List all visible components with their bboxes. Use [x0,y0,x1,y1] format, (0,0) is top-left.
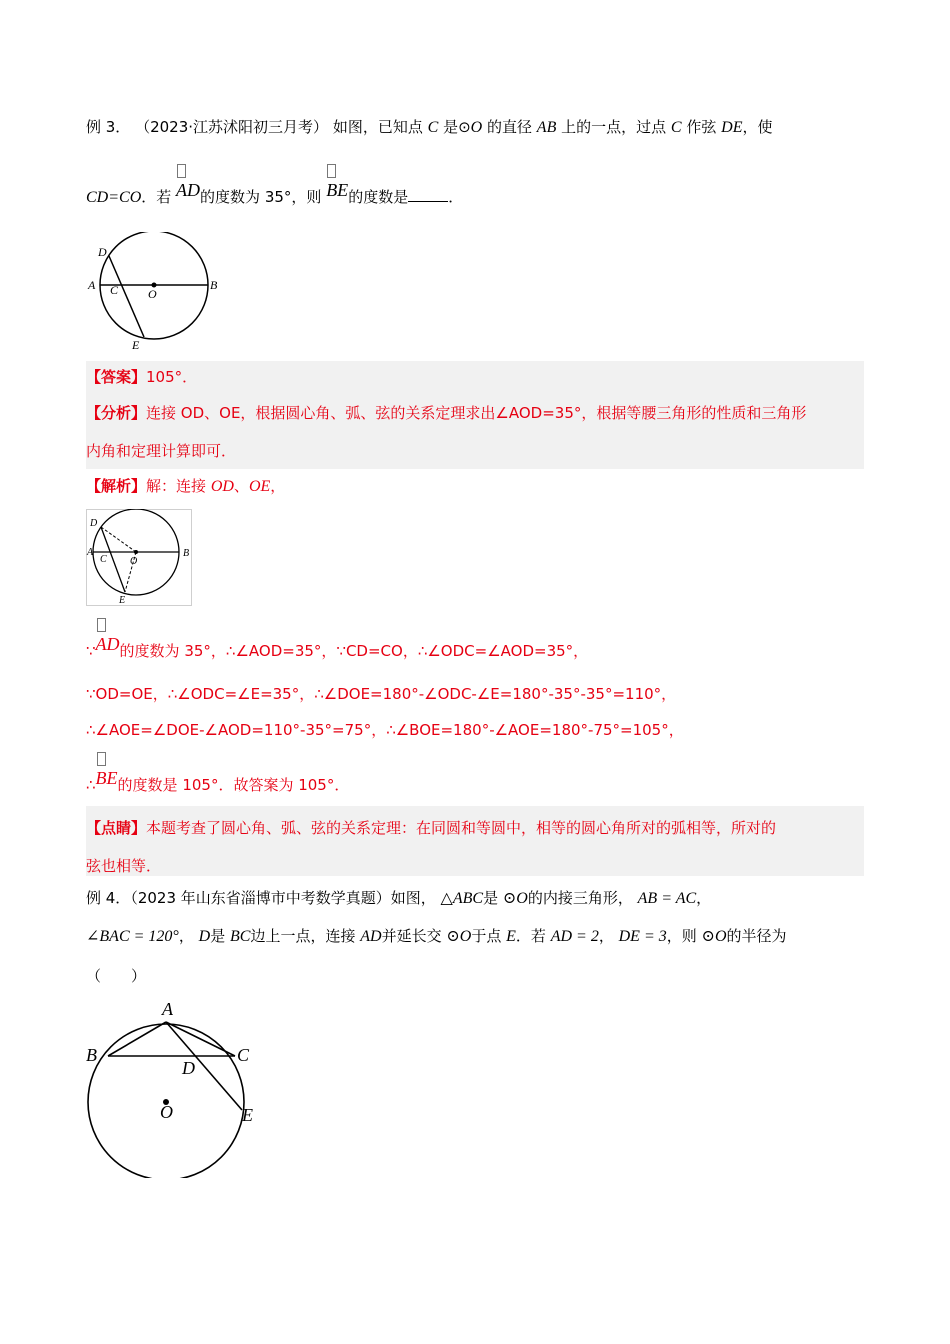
solution-figure [86,509,192,606]
step-1: ∵ AD的度数为 35°，∴∠AOD=35°，∵CD=CO，∴∠ODC=∠AOD=35°， [86,634,588,661]
fig-label-o: O [148,287,157,301]
svg-text:E: E [119,595,126,606]
arc-AD-symbol: AD [176,180,200,200]
svg-text:O: O [130,556,138,567]
step-2: ∵OD=OE，∴∠ODC=∠E=35°，∴∠DOE=180°-∠ODC-∠E=180°-35°-35°=110°， [86,685,677,703]
ex3-figure [84,232,224,354]
svg-text:C: C [100,554,107,565]
solution-shade-bottom [86,806,864,876]
svg-text:C: C [237,1045,250,1065]
point-tag: 【点睛】 [86,819,147,837]
answer-value: 105°． [146,368,198,386]
solution-tag: 【解析】 [86,477,147,495]
svg-text:B: B [183,548,190,559]
ex3-question-line1: 例 3． （2023·江苏沭阳初三月考） 如图，已知点 C 是⊙O 的直径 AB 上的一点，过点 C 作弦 DE，使 [86,118,773,136]
ex3-source: （2023·江苏沭阳初三月考） [135,118,329,136]
arc-BE-symbol-2: BE [96,768,118,788]
svg-text:B: B [86,1045,97,1065]
ex4-choice-paren: （ ） [86,967,147,985]
ex3-question-line2: CD=CO．若 AD的度数为 35°，则 BE的度数是 ． [86,180,463,208]
fig-label-b: B [210,278,218,292]
analysis-line1: 【分析】连接 OD、OE，根据圆心角、弧、弦的关系定理求出∠AOD=35°，根据等腰三角形的性质和三角形 [86,404,807,422]
solution-intro: 【解析】解：连接 OD、OE， [86,477,286,495]
svg-text:E: E [242,1105,253,1125]
point-line2: 弦也相等． [86,857,162,875]
fig-label-d: D [98,245,107,259]
ex4-figure [80,998,270,1178]
svg-text:O: O [160,1102,173,1122]
ex4-label: 例 4． [86,889,131,907]
analysis-tag: 【分析】 [86,404,147,422]
arc-BE-symbol: BE [326,180,348,200]
ex3-label: 例 3． [86,118,131,136]
step-4: ∴ BE的度数是 105°．故答案为 105°． [86,768,349,795]
svg-text:A: A [162,999,173,1019]
answer-line [86,367,197,387]
answer-tag: 【答案】 [86,368,147,386]
svg-text:D: D [90,518,98,529]
fig-label-e: E [132,338,140,352]
analysis-line2: 内角和定理计算即可． [86,442,237,460]
ex4-question-line1: 例 4．（2023 年山东省淄博市中考数学真题）如图， △ABC是 ⊙O的内接三角形， AB = AC， [86,889,712,907]
step-3: ∴∠AOE=∠DOE-∠AOD=110°-35°=75°，∴∠BOE=180°-∠AOE=180°-75°=105°， [86,721,684,739]
ex4-question-line2: ∠BAC = 120°， D是 BC边上一点，连接 AD并延长交 ⊙O于点 E．若 AD = 2， DE = 3，则 ⊙O的半径为 [86,927,787,945]
line-ae [166,1022,242,1110]
fig-label-c: C [110,283,119,297]
point-line1: 【点睛】本题考查了圆心角、弧、弦的关系定理：在同圆和等圆中，相等的圆心角所对的弧相等，所对的 [86,819,777,837]
answer-blank [408,187,448,202]
svg-text:D: D [182,1058,195,1078]
arc-AD-symbol-2: AD [96,634,120,654]
svg-text:A: A [87,547,94,558]
fig-label-a: A [88,278,96,292]
